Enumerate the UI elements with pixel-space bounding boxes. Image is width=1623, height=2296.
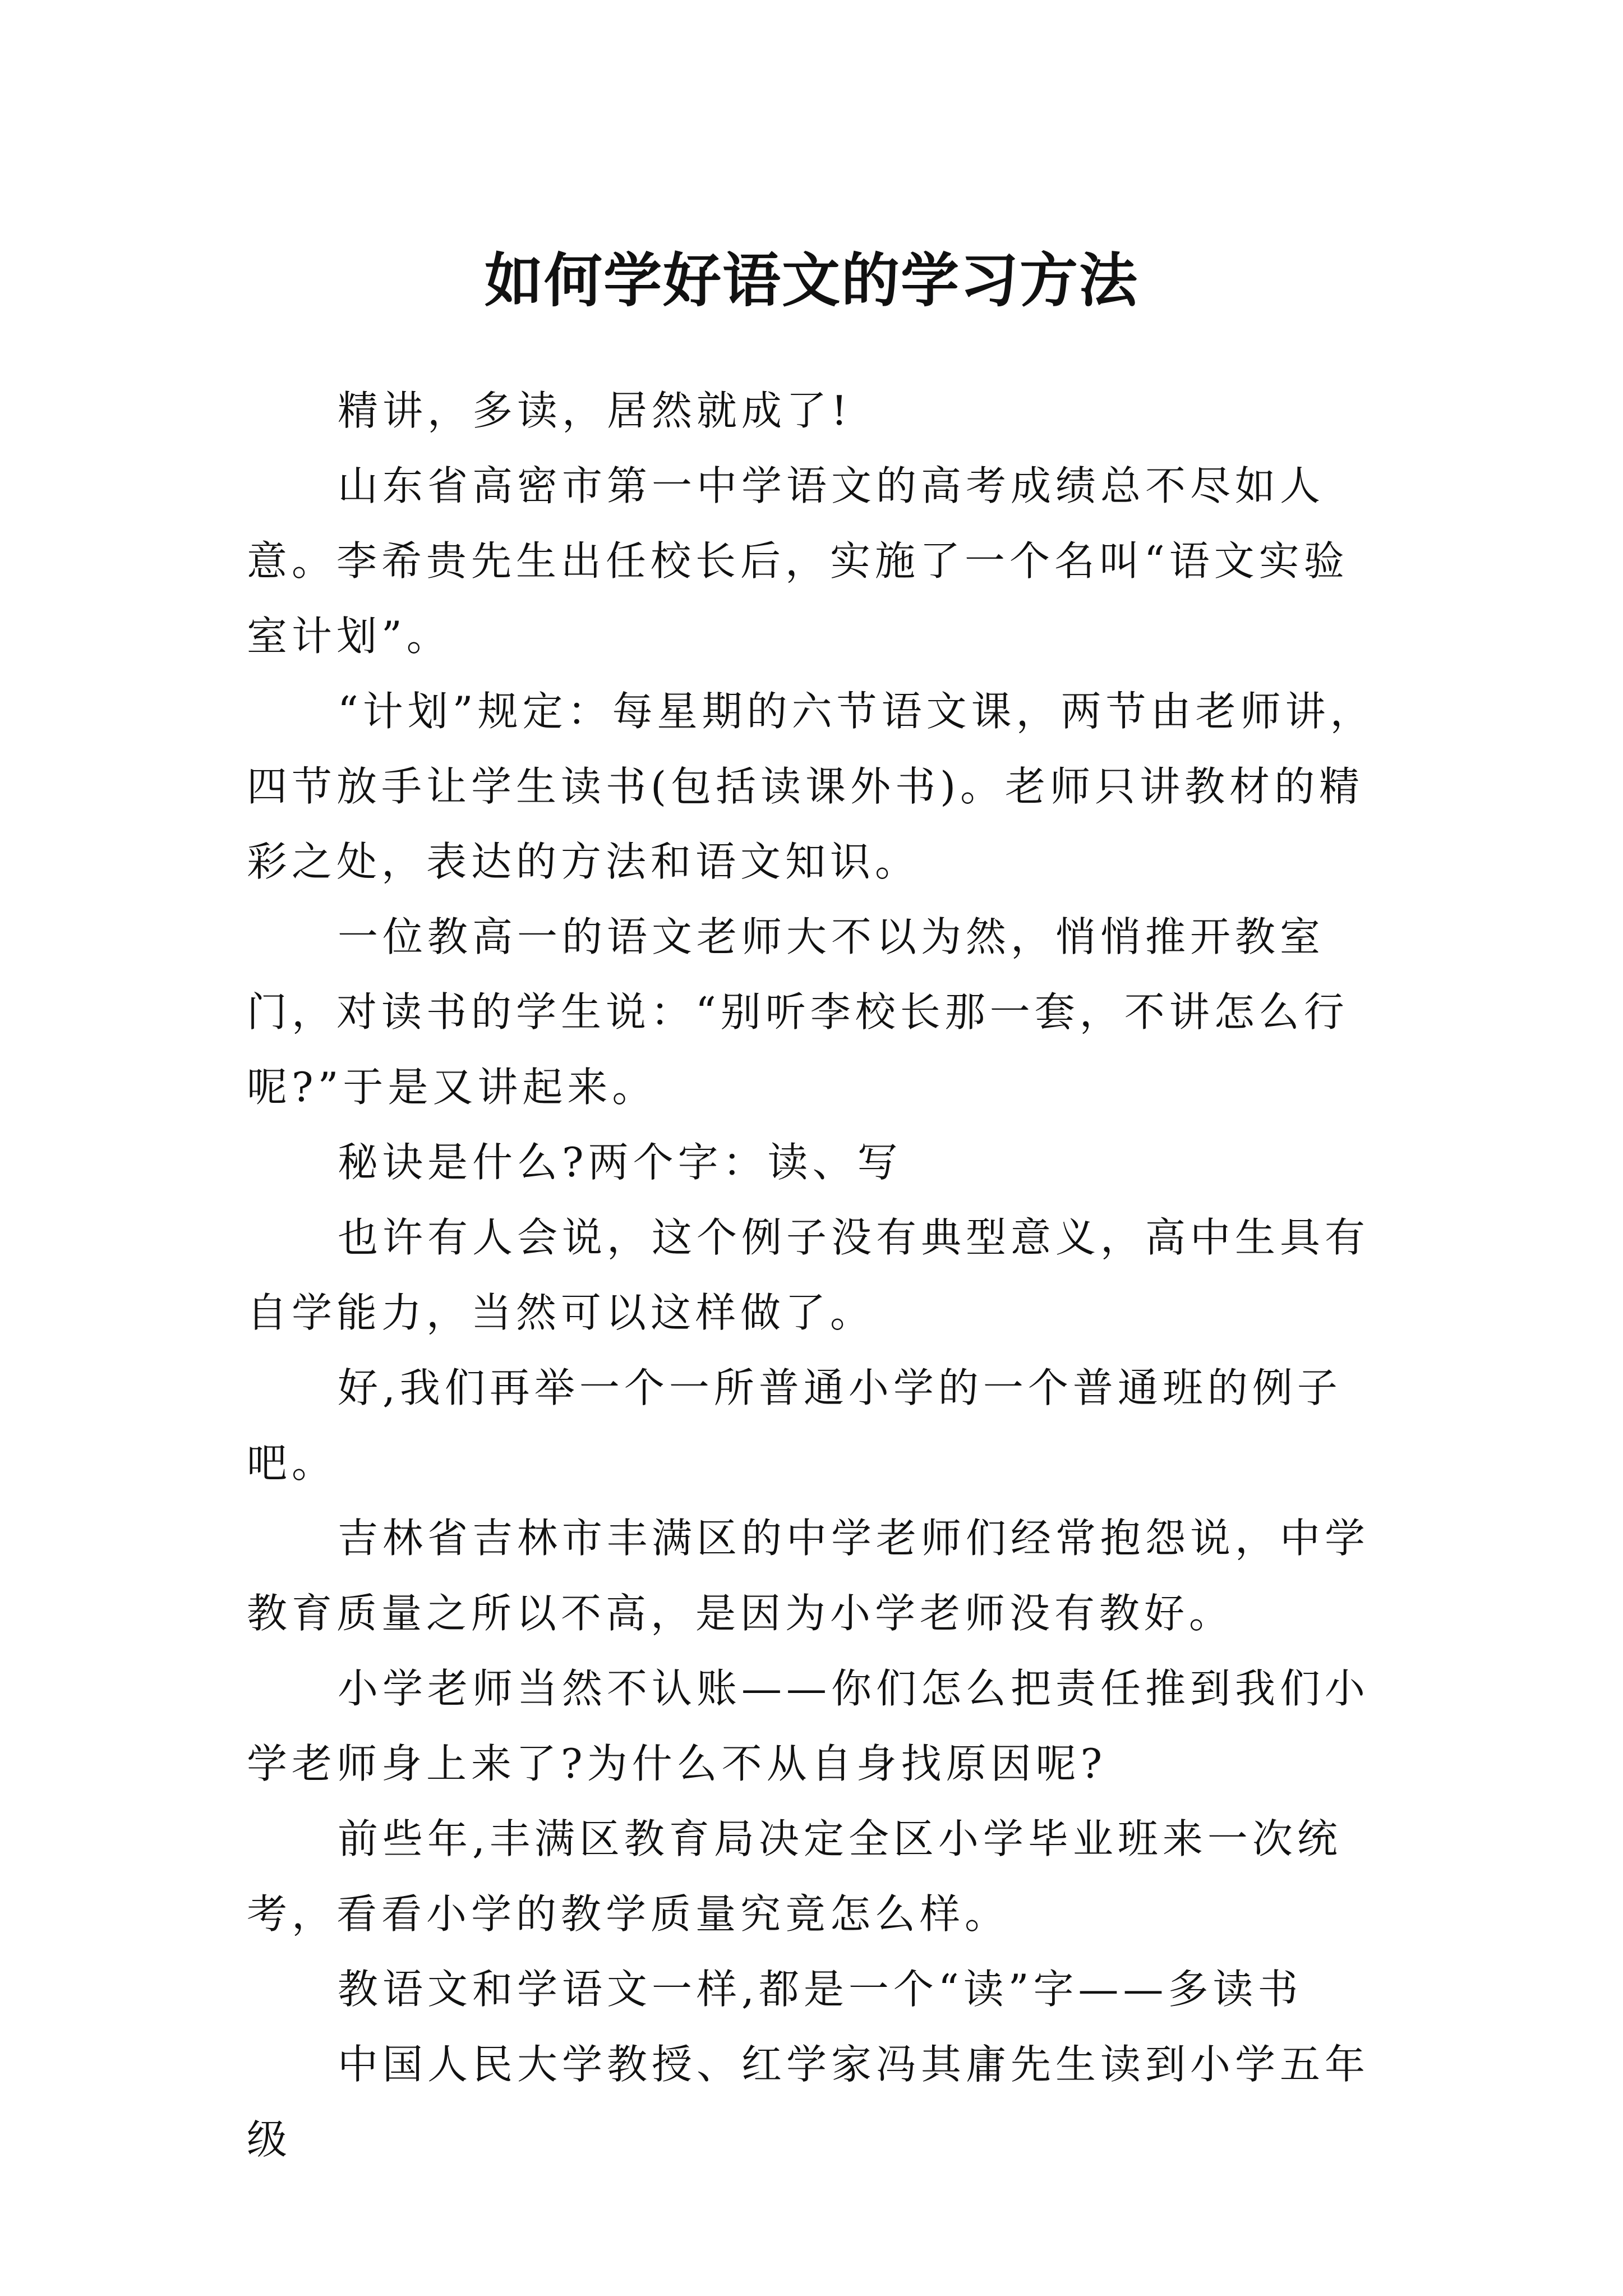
paragraph-8: 吉林省吉林市丰满区的中学老师们经常抱怨说，中学教育质量之所以不高，是因为小学老师没有教好。 (247, 1515, 1370, 1637)
paragraph-12: 中国人民大学教授、红学家冯其庸先生读到小学五年级 (247, 2041, 1370, 2163)
paragraph-3: “计划”规定：每星期的六节语文课，两节由老师讲，四节放手让学生读书(包括读课外书)。老师只讲教材的精彩之处，表达的方法和语文知识。 (247, 688, 1375, 885)
document-body (247, 373, 1380, 2177)
paragraph-2: 山东省高密市第一中学语文的高考成绩总不尽如人意。李希贵先生出任校长后，实施了一个名叫“语文实验室计划”。 (247, 462, 1349, 660)
paragraph-9: 小学老师当然不认账——你们怎么把责任推到我们小学老师身上来了?为什么不从自身找原因呢? (247, 1665, 1370, 1787)
paragraph-10: 前些年,丰满区教育局决定全区小学毕业班来一次统考，看看小学的教学质量究竟怎么样。 (247, 1815, 1342, 1938)
paragraph-11: 教语文和学语文一样,都是一个“读”字——多读书 (338, 1966, 1303, 2013)
paragraph-6: 也许有人会说，这个例子没有典型意义，高中生具有自学能力，当然可以这样做了。 (247, 1214, 1370, 1336)
paragraph-1: 精讲，多读，居然就成了! (338, 387, 852, 434)
paragraph-4: 一位教高一的语文老师大不以为然，悄悄推开教室门，对读书的学生说：“别听李校长那一套，不讲怎么行呢?”于是又讲起来。 (247, 913, 1349, 1111)
paragraph-5: 秘诀是什么?两个字：读、写 (338, 1139, 902, 1186)
document-title: 如何学好语文的学习方法 (484, 245, 1138, 315)
paragraph-7: 好,我们再举一个一所普通小学的一个普通班的例子吧。 (247, 1364, 1342, 1487)
